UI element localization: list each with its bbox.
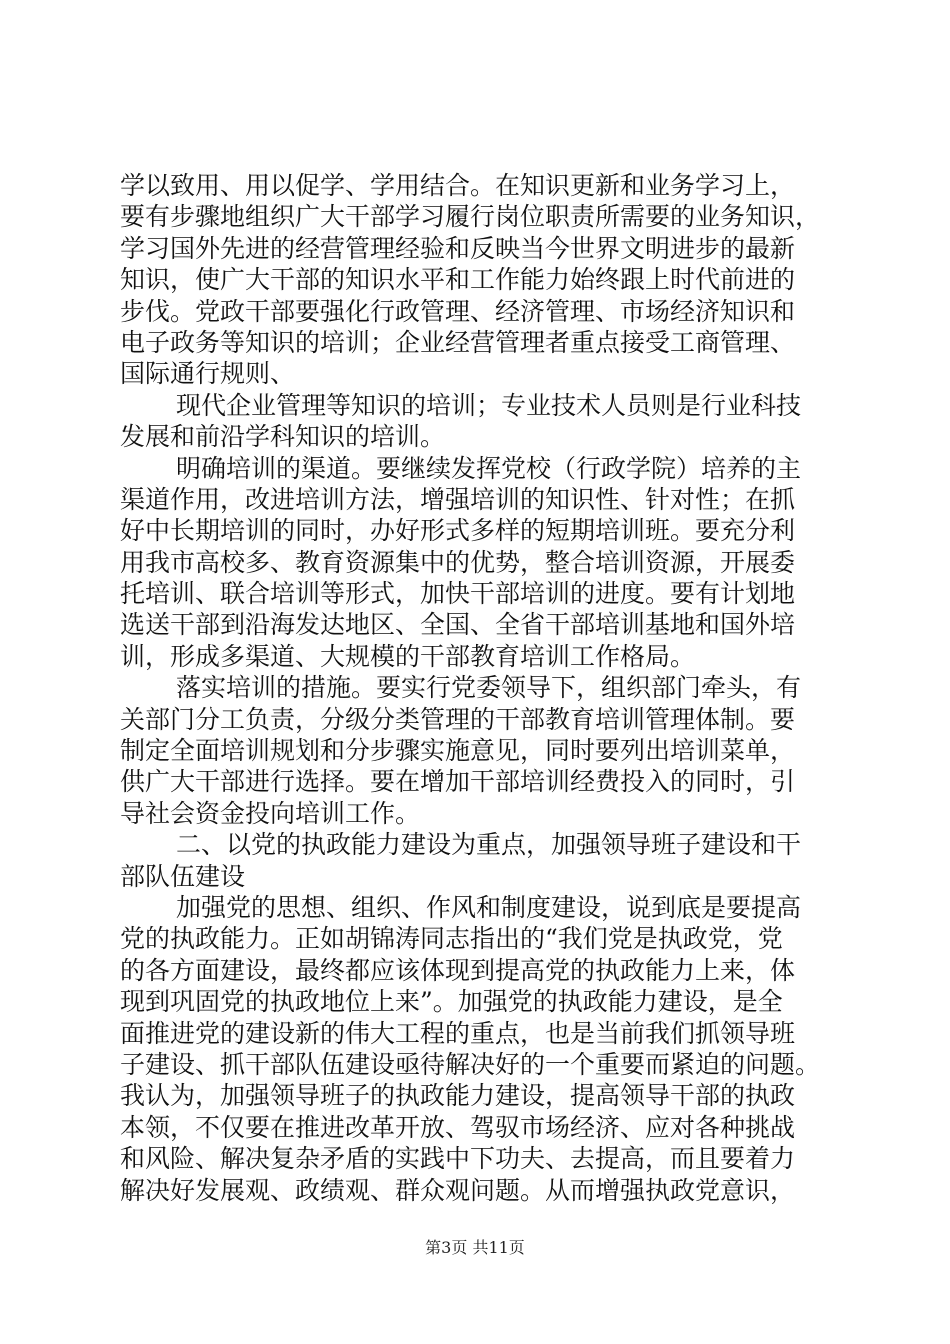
document-body	[120, 170, 840, 1206]
text-line: 导社会资金投向培训工作。	[120, 798, 421, 828]
text-line: 落实培训的措施。要实行党委领导下，组织部门牵头，有	[176, 673, 802, 703]
text-line: 和风险、解决复杂矛盾的实践中下功夫、去提高，而且要着力	[120, 1144, 796, 1174]
text-line: 学习国外先进的经营管理经验和反映当今世界文明进步的最新	[120, 233, 796, 263]
text-line: 步伐。党政干部要强化行政管理、经济管理、市场经济知识和	[120, 296, 796, 326]
text-line: 现代企业管理等知识的培训；专业技术人员则是行业科技	[176, 390, 802, 420]
text-line: 托培训、联合培训等形式，加快干部培训的进度。要有计划地	[120, 579, 796, 609]
text-line: 本领，不仅要在推进改革开放、驾驭市场经济、应对各种挑战	[120, 1112, 796, 1142]
text-line: 的各方面建设，最终都应该体现到提高党的执政能力上来，体	[120, 955, 796, 985]
text-line: 国际通行规则、	[120, 359, 296, 389]
text-line: 现到巩固党的执政地位上来”。加强党的执政能力建设，是全	[120, 987, 783, 1017]
text-line: 子建设、抓干部队伍建设亟待解决好的一个重要而紧迫的问题。	[120, 1049, 821, 1079]
text-line: 解决好发展观、政绩观、群众观问题。从而增强执政党意识，	[120, 1175, 796, 1205]
text-line: 知识，使广大干部的知识水平和工作能力始终跟上时代前进的	[120, 265, 796, 295]
text-line: 选送干部到沿海发达地区、全国、全省干部培训基地和国外培	[120, 610, 796, 640]
page-footer: 第3页 共11页	[425, 1238, 525, 1257]
text-line: 制定全面培训规划和分步骤实施意见，同时要列出培训菜单，	[120, 736, 796, 766]
text-line: 好中长期培训的同时，办好形式多样的短期培训班。要充分利	[120, 516, 796, 546]
text-line: 电子政务等知识的培训；企业经营管理者重点接受工商管理、	[120, 327, 796, 357]
text-line: 面推进党的建设新的伟大工程的重点，也是当前我们抓领导班	[120, 1018, 796, 1048]
text-line: 部队伍建设	[120, 861, 246, 891]
text-line: 我认为，加强领导班子的执政能力建设，提高领导干部的执政	[120, 1081, 796, 1111]
text-line: 党的执政能力。正如胡锦涛同志指出的“我们党是执政党，党	[120, 924, 783, 954]
text-line: 学以致用、用以促学、学用结合。在知识更新和业务学习上，	[120, 171, 796, 200]
text-line: 用我市高校多、教育资源集中的优势，整合培训资源，开展委	[120, 547, 796, 577]
text-line: 要有步骤地组织广大干部学习履行岗位职责所需要的业务知识，	[120, 202, 821, 232]
text-line: 明确培训的渠道。要继续发挥党校（行政学院）培养的主	[176, 453, 802, 483]
text-line: 加强党的思想、组织、作风和制度建设，说到底是要提高	[176, 892, 802, 922]
text-line: 供广大干部进行选择。要在增加干部培训经费投入的同时，引	[120, 767, 796, 797]
text-line: 二、以党的执政能力建设为重点，加强领导班子建设和干	[176, 830, 802, 860]
text-line: 渠道作用，改进培训方法，增强培训的知识性、针对性；在抓	[120, 484, 796, 514]
text-line: 关部门分工负责，分级分类管理的干部教育培训管理体制。要	[120, 704, 796, 734]
text-line: 发展和前沿学科知识的培训。	[120, 422, 446, 452]
text-line: 训，形成多渠道、大规模的干部教育培训工作格局。	[120, 641, 696, 671]
